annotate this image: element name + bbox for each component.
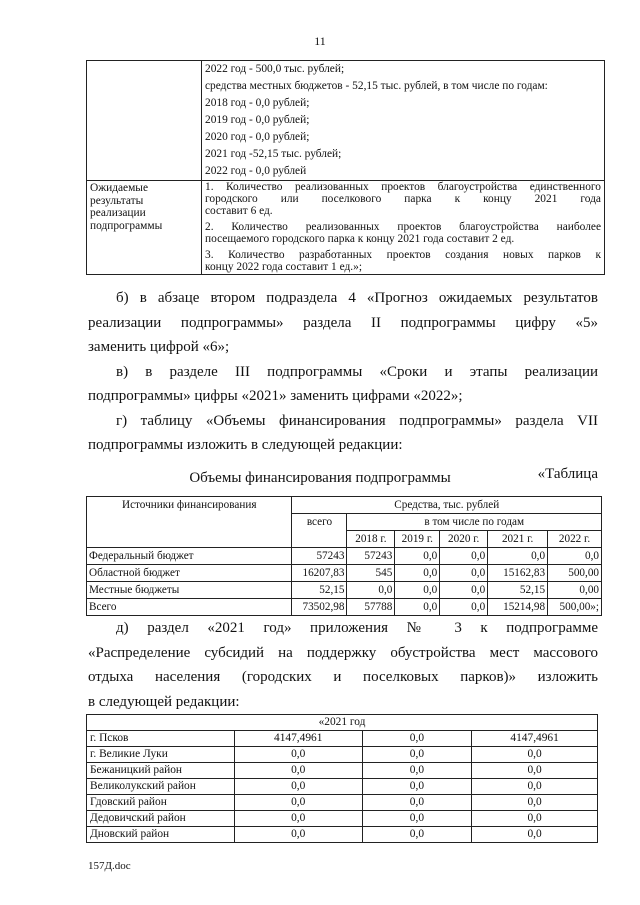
value-cell: 500,00»; [548, 599, 602, 616]
funding-line: 2020 год - 0,0 рублей; [205, 131, 310, 143]
subsidy-header: «2021 год [87, 715, 598, 731]
paragraph-g-line: г) таблицу «Объемы финансирования подпрограммы» раздела VII [116, 412, 598, 429]
source-name: Всего [87, 599, 292, 616]
subsidy-table [86, 714, 598, 843]
value-cell: 0,0 [395, 599, 440, 616]
table-word: «Таблица [537, 465, 598, 482]
year-header: 2020 г. [440, 531, 488, 548]
municipality-name: Дновский район [87, 827, 235, 843]
table-row [87, 795, 598, 811]
value-cell: 0,0 [362, 811, 472, 827]
total-cell: 57243 [292, 548, 347, 565]
header-by-year: в том числе по годам [347, 514, 602, 531]
paragraph-v-line: подпрограммы» цифры «2021» заменить цифрами «2022»; [88, 388, 463, 404]
funding-line: 2019 год - 0,0 рублей; [205, 114, 310, 126]
funding-line: 2018 год - 0,0 рублей; [205, 97, 310, 109]
passport-table [86, 60, 605, 275]
value-cell: 0,0 [395, 548, 440, 565]
paragraph-d-line: в следующей редакции: [88, 693, 240, 710]
paragraph-b-line: заменить цифрой «6»; [88, 339, 230, 355]
value-cell: 15162,83 [488, 565, 548, 582]
results-cell [202, 181, 605, 275]
table-row [87, 548, 602, 565]
value-cell: 0,0 [440, 548, 488, 565]
municipality-name: г. Псков [87, 731, 235, 747]
table-row [87, 599, 602, 616]
funding-line: средства местных бюджетов - 52,15 тыс. рублей, в том числе по годам: [205, 80, 548, 92]
year-header: 2022 г. [548, 531, 602, 548]
paragraph-d [88, 616, 598, 714]
value-cell: 0,0 [472, 779, 598, 795]
value-cell: 57788 [347, 599, 395, 616]
value-cell: 4147,4961 [472, 731, 598, 747]
table-row [87, 747, 598, 763]
table-row [87, 763, 598, 779]
value-cell: 0,0 [362, 763, 472, 779]
paragraph-d-line: д) раздел «2021 год» приложения № 3 к подпрограмме [116, 620, 598, 636]
header-source: Источники финансирования [87, 497, 292, 548]
funding-line: 2021 год -52,15 тыс. рублей; [205, 148, 342, 160]
paragraph-v-line: в) в разделе III подпрограммы «Сроки и этапы реализации [116, 363, 598, 380]
value-cell: 0,0 [440, 599, 488, 616]
value-cell: 0,00 [548, 582, 602, 599]
table-row [87, 811, 598, 827]
value-cell: 0,0 [440, 582, 488, 599]
value-cell: 0,0 [395, 565, 440, 582]
year-header: 2021 г. [488, 531, 548, 548]
header-funds: Средства, тыс. рублей [292, 497, 602, 514]
table-header-row [87, 497, 602, 514]
value-cell: 0,0 [440, 565, 488, 582]
source-name: Федеральный бюджет [87, 548, 292, 565]
funding-line: 2022 год - 500,0 тыс. рублей; [205, 63, 345, 75]
empty-label-cell [87, 61, 202, 181]
value-cell: 0,0 [362, 779, 472, 795]
result-item-2: 2. Количество реализованных проектов благоустройства наиболее посещаемого городского парка к концу 2021 года составит 2 ед. [205, 221, 601, 245]
funding-cell [202, 61, 605, 181]
header-total: всего [292, 514, 347, 548]
table-row [87, 827, 598, 843]
financing-table [86, 496, 602, 616]
value-cell: 0,0 [362, 731, 472, 747]
value-cell: 15214,98 [488, 599, 548, 616]
value-cell: 4147,4961 [234, 731, 362, 747]
municipality-name: Гдовский район [87, 795, 235, 811]
financing-caption: Объемы финансирования подпрограммы [189, 470, 451, 486]
value-cell: 0,0 [234, 763, 362, 779]
municipality-name: Бежаницкий район [87, 763, 235, 779]
year-header: 2018 г. [347, 531, 395, 548]
page-number: 11 [314, 34, 326, 48]
file-footer: 157Д.doc [88, 860, 131, 872]
amendment-paragraphs [88, 286, 598, 486]
year-header: 2019 г. [395, 531, 440, 548]
value-cell: 0,0 [362, 795, 472, 811]
value-cell: 0,0 [395, 582, 440, 599]
total-cell: 73502,98 [292, 599, 347, 616]
value-cell: 0,0 [472, 747, 598, 763]
municipality-name: Великолукский район [87, 779, 235, 795]
paragraph-d-line: «Распределение субсидий на поддержку обустройства мест массового [88, 644, 598, 661]
source-name: Местные бюджеты [87, 582, 292, 599]
value-cell: 52,15 [488, 582, 548, 599]
value-cell: 0,0 [234, 811, 362, 827]
value-cell: 500,00 [548, 565, 602, 582]
table-row [87, 582, 602, 599]
table-row [87, 731, 598, 747]
value-cell: 0,0 [234, 795, 362, 811]
table-row [87, 779, 598, 795]
value-cell: 0,0 [234, 779, 362, 795]
table-row [87, 61, 605, 181]
paragraph-g-line: подпрограммы изложить в следующей редакции: [88, 437, 403, 453]
paragraph-b-line: б) в абзаце втором подраздела 4 «Прогноз ожидаемых результатов [116, 290, 598, 306]
funding-line: 2022 год - 0,0 рублей [205, 165, 307, 177]
paragraph-d-line: отдыха населения (городских и поселковых парков)» изложить [88, 669, 598, 685]
result-item-1: 1. Количество реализованных проектов благоустройства единственного городского или поселкового парка к концу 2021 года составит 6 ед. [205, 181, 601, 217]
value-cell: 57243 [347, 548, 395, 565]
source-name: Областной бюджет [87, 565, 292, 582]
total-cell: 16207,83 [292, 565, 347, 582]
total-cell: 52,15 [292, 582, 347, 599]
municipality-name: Дедовичский район [87, 811, 235, 827]
value-cell: 0,0 [472, 795, 598, 811]
paragraph-b-line: реализации подпрограммы» раздела II подпрограммы цифру «5» [88, 314, 598, 331]
value-cell: 0,0 [362, 747, 472, 763]
municipality-name: г. Великие Луки [87, 747, 235, 763]
value-cell: 0,0 [472, 763, 598, 779]
value-cell: 0,0 [234, 827, 362, 843]
value-cell: 0,0 [347, 582, 395, 599]
value-cell: 0,0 [234, 747, 362, 763]
value-cell: 0,0 [472, 811, 598, 827]
value-cell: 0,0 [548, 548, 602, 565]
value-cell: 0,0 [362, 827, 472, 843]
value-cell: 0,0 [488, 548, 548, 565]
result-item-3: 3. Количество разработанных проектов создания новых парков к концу 2022 года составит 1 ед.»; [205, 249, 601, 273]
table-row [87, 565, 602, 582]
table-header-row [87, 715, 598, 731]
results-label: Ожидаемые результаты реализации подпрограммы [87, 181, 202, 275]
value-cell: 0,0 [472, 827, 598, 843]
table-row [87, 181, 605, 275]
value-cell: 545 [347, 565, 395, 582]
